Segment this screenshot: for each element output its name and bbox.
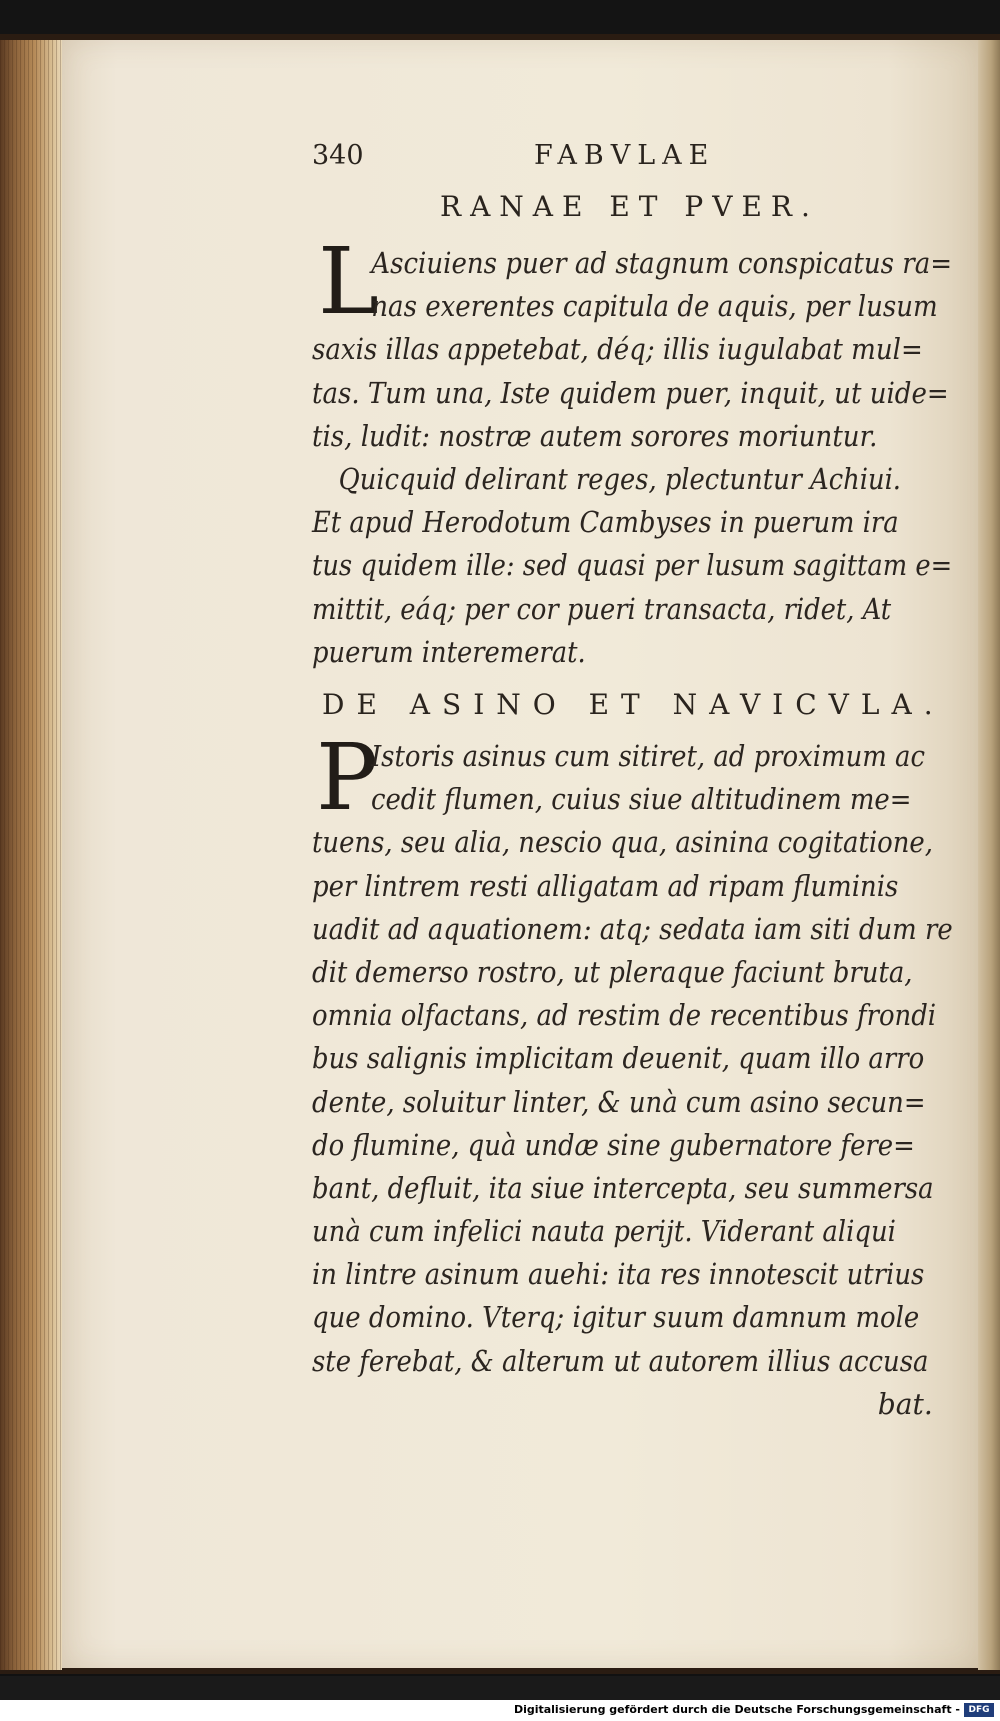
scan-top-border: [0, 0, 1000, 38]
page-number: 340: [312, 140, 364, 171]
fable-2-text: [312, 735, 1000, 1426]
drop-cap-initial: P: [316, 724, 378, 831]
text-line: tuens, seu alia, nescio qua, asinina cogitatione,: [312, 825, 933, 860]
text-line: dente, soluitur linter, & unà cum asino secun=: [312, 1084, 926, 1119]
text-line: per lintrem resti alligatam ad ripam fluminis: [312, 868, 899, 903]
fable-1-moral: [312, 458, 1000, 674]
text-line: ste ferebat, & alterum ut autorem illius accusa: [312, 1343, 929, 1378]
text-line: cedit flumen, cuius siue altitudinem me=: [370, 782, 912, 817]
text-line: nas exerentes capitula de aquis, per lusum: [371, 289, 938, 324]
text-line: in lintre asinum auehi: ita res innotescit utrius: [312, 1257, 925, 1292]
fable-1-title: RANAE ET PVER.: [440, 190, 819, 223]
running-title: FABVLAE: [534, 140, 716, 171]
text-line: uadit ad aquationem: atq; sedata iam siti dum re: [312, 911, 953, 946]
text-line: do flumine, quà undæ sine gubernatore fere=: [312, 1127, 915, 1162]
fable-1-text: [312, 242, 1000, 458]
running-header: [312, 140, 972, 180]
text-line: Quicquid delirant reges, plectuntur Achiui.: [338, 462, 902, 496]
text-line: bat.: [877, 1386, 933, 1421]
text-line: tus quidem ille: sed quasi per lusum sagittam e=: [312, 548, 953, 583]
text-line: tas. Tum una, Iste quidem puer, inquit, ut uide=: [312, 375, 949, 410]
text-line: bant, defluit, ita siue intercepta, seu summersa: [312, 1170, 934, 1205]
text-line: mittit, eáq; per cor pueri transacta, ridet, At: [312, 591, 892, 626]
text-line: bus salignis implicitam deuenit, quam illo arro: [312, 1041, 925, 1076]
dfg-logo-icon: DFG: [964, 1703, 994, 1717]
footer-bar: [0, 1700, 1000, 1721]
fable-2-title: DE ASINO ET NAVICVLA.: [322, 688, 945, 721]
scan-bottom-border: [0, 1676, 1000, 1700]
text-line: Asciuiens puer ad stagnum conspicatus ra=: [371, 246, 953, 280]
text-line: unà cum infelici nauta perijt. Viderant aliqui: [312, 1214, 896, 1249]
text-line: omnia olfactans, ad restim de recentibus frondi: [312, 998, 937, 1033]
text-line: Et apud Herodotum Cambyses in puerum ira: [312, 505, 899, 540]
text-line: tis, ludit: nostræ autem sorores moriuntur.: [312, 418, 878, 453]
text-line: saxis illas appetebat, déq; illis iugulabat mul=: [312, 332, 923, 367]
text-line: Istoris asinus cum sitiret, ad proximum ac: [370, 739, 926, 773]
drop-cap-initial: L: [318, 228, 380, 335]
text-line: dit demerso rostro, ut pleraque faciunt bruta,: [312, 954, 913, 989]
text-line: puerum interemerat.: [312, 634, 586, 669]
page-stack-edge: [0, 40, 62, 1670]
text-line: que domino. Vterq; igitur suum damnum mole: [312, 1300, 920, 1335]
funding-credit: Digitalisierung gefördert durch die Deutsche Forschungsgemeinschaft -: [513, 1703, 960, 1716]
